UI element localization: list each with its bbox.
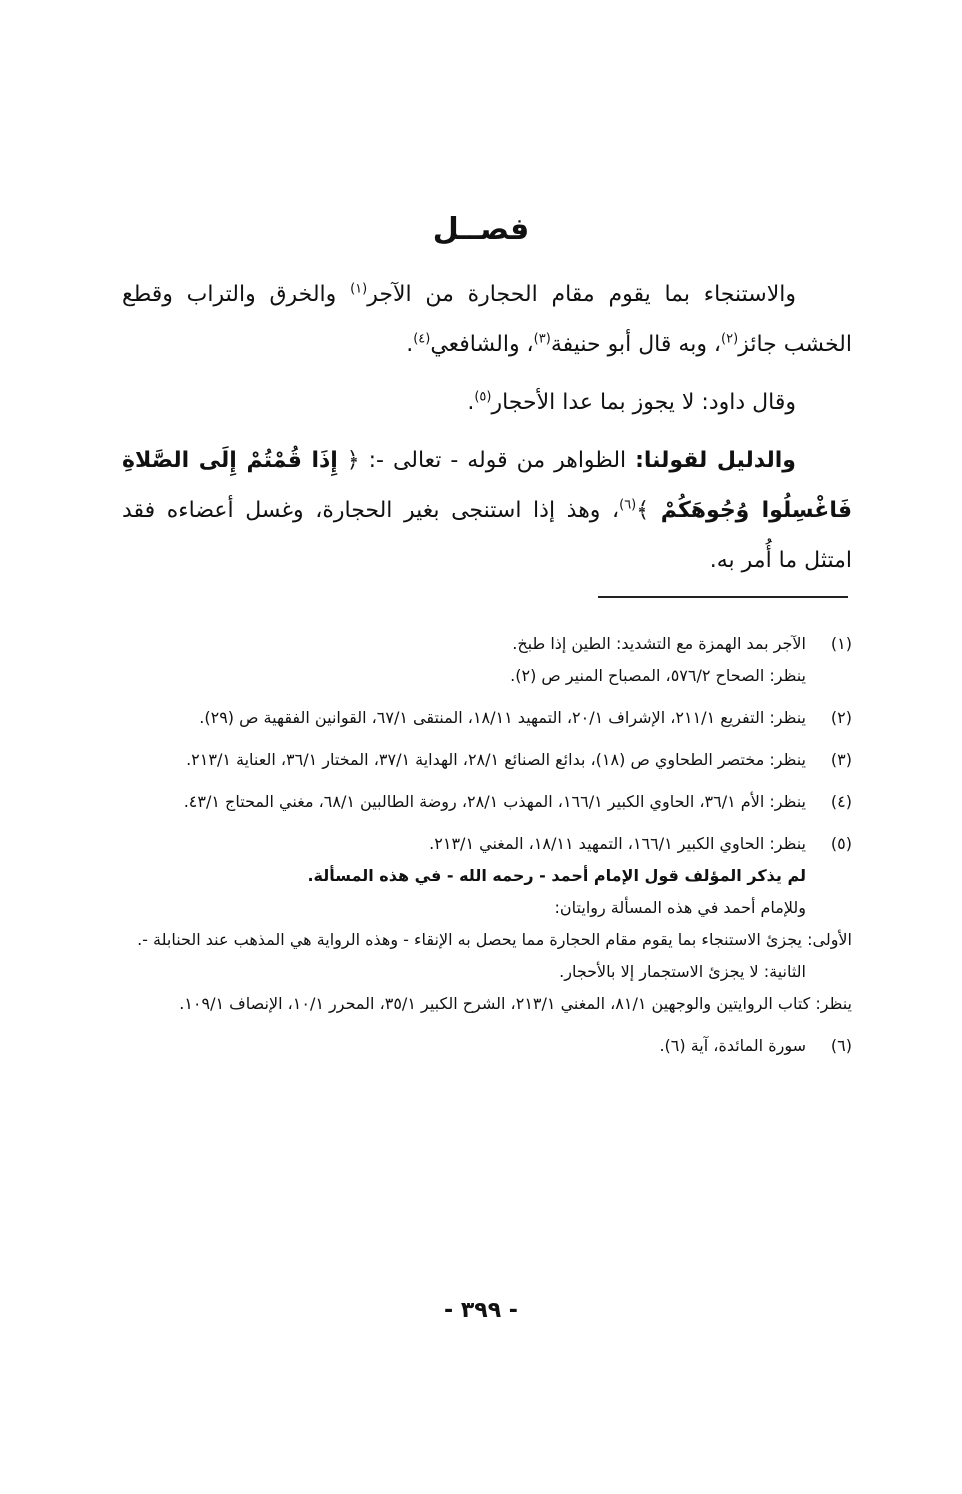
footnote-line: لم يذكر المؤلف قول الإمام أحمد - رحمه الله - في هذه المسألة. [307,866,806,885]
footnote-divider [598,596,848,598]
footnote-line: الثانية: لا يجزئ الاستجمار إلا بالأحجار. [559,962,806,981]
footnote-ref-2[interactable]: (٢) [721,331,739,347]
footnote-line: ينظر: مختصر الطحاوي ص (١٨)، بدائع الصنائع ٢٨/١، الهداية ٣٧/١، المختار ٣٦/١، العناية ٢١٣/١. [186,750,806,769]
text-run: وقال داود: لا يجوز بما عدا الأحجار [491,390,796,415]
footnote-ref-5[interactable]: (٥) [474,389,492,405]
footnote-body [122,1030,806,1062]
footnote-2 [122,702,852,734]
footnote-4 [122,786,852,818]
footnotes [122,628,852,1072]
footnote-line: ينظر: الصحاح ٥٧٦/٢، المصباح المنير ص (٢). [510,666,806,685]
footnote-line: وللإمام أحمد في هذه المسألة روايتان: [554,898,806,917]
footnote-ref-6[interactable]: (٦) [619,497,637,513]
text-run: ﴾ [636,498,661,523]
text-run: والاستنجاء بما يقوم مقام الحجارة من الآجر [367,282,796,307]
footnote-line: ينظر: التفريع ٢١١/١، الإشراف ٢٠/١، التمهيد ١٨/١١، المنتقى ٦٧/١، القوانين الفقهية ص (٢٩). [199,708,806,727]
paragraph-2 [122,378,852,428]
footnote-line: ينظر: الأم ٣٦/١، الحاوي الكبير ١٦٦/١، المهذب ٢٨/١، روضة الطالبين ٦٨/١، مغني المحتاج ٤٣/١. [183,792,806,811]
quran-verse: إِذَا قُمْتُمْ إِلَى الصَّلاةِ فَاغْسِلُوا وُجُوهَكُمْ [122,448,853,523]
main-text [122,270,852,594]
text-run: . [467,390,475,415]
footnote-line: ينظر: كتاب الروايتين والوجهين ٨١/١، المغني ٢١٣/١، الشرح الكبير ٣٥/١، المحرر ١٠/١، الإنصاف ١٠٩/١. [179,994,852,1013]
footnote-ref-3[interactable]: (٣) [533,331,551,347]
footnote-body [122,828,852,1020]
footnote-1 [122,628,852,692]
evidence-lead: والدليل لقولنا: [635,448,796,473]
footnote-body [122,702,806,734]
footnote-number: (٢) [830,708,852,727]
footnote-3 [122,744,852,776]
footnote-body [122,744,806,776]
paragraph-1 [122,270,852,370]
footnote-5 [122,828,852,1020]
footnote-body [122,628,806,692]
footnote-number: (٤) [830,792,852,811]
text-run: الظواهر من قوله - تعالى -: ﴿ [337,448,636,473]
footnote-line: سورة المائدة، آية (٦). [659,1036,806,1055]
text-run: . [406,332,414,357]
footnote-number: (٣) [830,750,852,769]
page-number: - ٣٩٩ - [444,1298,518,1323]
section-title: فصــل [432,212,530,247]
footnote-number: (٥) [830,834,852,853]
footnote-body [122,786,806,818]
footnote-6 [122,1030,852,1062]
text-run: ، والشافعي [430,332,534,357]
footnote-number: (١) [830,634,852,653]
footnote-line: ينظر: الحاوي الكبير ١٦٦/١، التمهيد ١٨/١١، المغني ٢١٣/١. [429,834,806,853]
footnote-ref-1[interactable]: (١) [350,281,368,297]
text-run: والخرق والتراب وقطع الخشب جائز [122,282,852,357]
text-run: ، وبه قال أبو حنيفة [550,332,722,357]
paragraph-3 [122,436,852,586]
footnote-line: الأولى: يجزئ الاستنجاء بما يقوم مقام الحجارة مما يحصل به الإنقاء - وهذه الرواية هي المذهب عند الحنابلة -. [137,930,852,949]
footnote-line: الآجر بمد الهمزة مع التشديد: الطين إذا طبخ. [512,634,806,653]
footnote-number: (٦) [830,1036,852,1055]
footnote-ref-4[interactable]: (٤) [413,331,431,347]
text-run: ، وهذ إذا استنجى بغير الحجارة، وغسل أعضاءه فقد امتثل ما أُمر به. [122,498,852,573]
